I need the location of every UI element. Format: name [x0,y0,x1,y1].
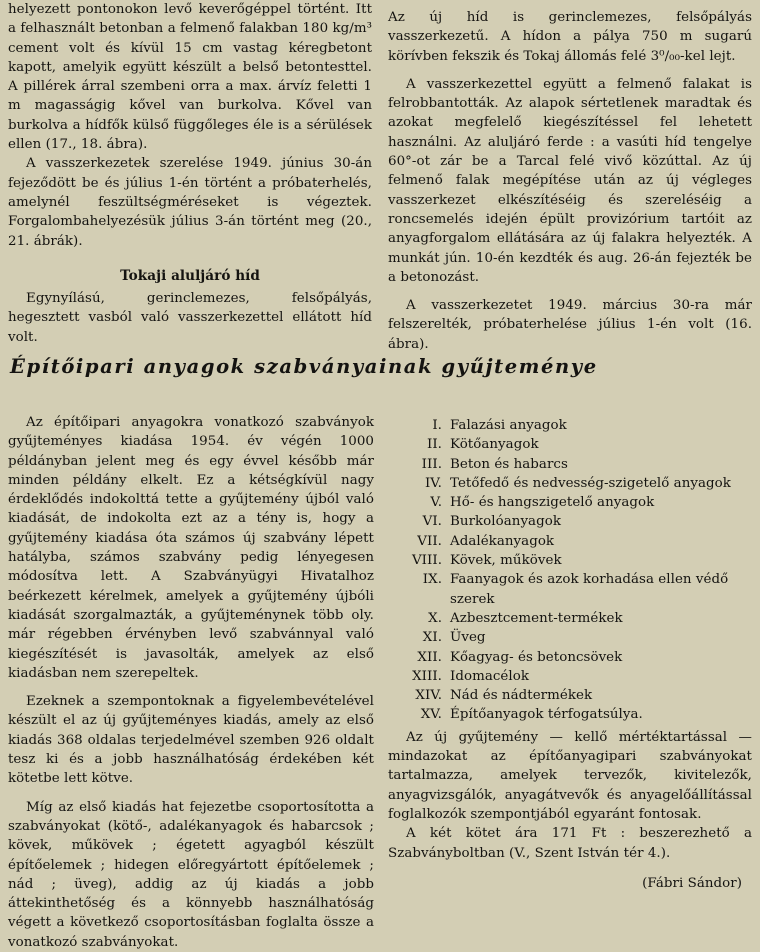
item-label: Tetőfedő és nedvesség-szigetelő anyagok [450,475,731,491]
paragraph: Az új híd is gerinclemezes, felsőpályás vasszerkezetű. A hídon a pálya 750 m sugarú körívben fekszik és Tokaj állomás felé 3⁰/₀₀-kel lejt. [388,10,752,64]
item-label: Azbesztcement-termékek [450,610,623,626]
paragraph: A vasszerkezetet 1949. március 30-ra már felszerelték, próbaterhelése július 1-én volt (16. ábra). [388,298,752,352]
item-label: Üveg [450,630,486,646]
item-label: Burkolóanyagok [450,514,561,530]
item-label: Nád és nádtermékek [450,688,593,704]
item-label: Kőagyag- és betoncsövek [450,649,623,665]
item-label: Adalékanyagok [450,533,555,549]
paragraph: Az új gyűjtemény — kellő mértéktartással — mindazokat az építőanyagipari szabványokat tartalmazza, amelyek tervezők, kivitelezők, anyagvizsgálók, anyagátvevők és anyagelőállítással foglalkozók szempontjából egyaránt fontosak. [388,729,752,822]
list-item [388,532,752,551]
standards-group-list [388,416,752,725]
item-number: XIV. [415,688,442,704]
paragraph: Ezeknek a szempontoknak a figyelembevételével készült el az új gyűjteményes kiadás, amely az első kiadás 368 oldalas terjedelmével szemben 926 oldalt tesz ki és a jobb használhatóság érdekében két kötetbe lett kötve. [8,694,374,787]
subheading: Tokaji aluljáró híd [120,267,260,284]
item-number: III. [421,456,442,472]
list-item [388,512,752,531]
item-number: XII. [417,649,442,665]
article-right-column [388,416,752,893]
item-label: Idomacélok [450,668,529,684]
item-number: IX. [422,572,442,588]
list-item [388,628,752,647]
list-item [388,474,752,493]
item-number: XI. [422,630,442,646]
item-number: X. [428,610,442,626]
item-number: I. [432,418,442,433]
list-item [388,705,752,724]
list-item [388,667,752,686]
list-item [388,686,752,705]
paragraph: helyezett pontonokon levő keverőgéppel történt. Itt a felhasznált betonban a felmenő falakban 180 kg/m³ cement volt és kívül 15 cm vastag kéregbetont kapott, amelyik együtt készült a belső betontesttel. A pillérek árral szembeni orra a max. árvíz feletti 1 m magasságig kővel van burkolva. Kővel van burkolva a hídfők külső függőleges éle is a sérülések ellen (17., 18. ábra). [8,2,372,153]
item-label: Kötőanyagok [450,437,539,453]
item-number: IV. [424,475,442,491]
item-number: V. [430,495,442,511]
list-item [388,609,752,628]
list-item [388,455,752,474]
item-number: II. [427,437,442,453]
paragraph: Míg az első kiadás hat fejezetbe csoportosította a szabványokat (kötő-, adalékanyagok és habarcsok ; kövek, műkövek ; égetett agyagból készült építőelemek ; hidegen előregyártott építőelemek ; nád ; üveg), addig az új kiadás a jobb áttekinthetőség és a könnyebb használhatóság végett a következő csoportosításban foglalta össze a vonatkozó szabványokat. [8,799,374,950]
article-title: Építőipari anyagok szabványainak gyűjteménye [10,355,598,378]
author-signature: (Fábri Sándor) [642,875,742,891]
item-label: Kövek, műkövek [450,553,562,569]
list-item [388,416,752,435]
paragraph: A két kötet ára 171 Ft : beszerezhető a Szabványboltban (V., Szent István tér 4.). [388,826,752,861]
item-number: XV. [420,707,442,723]
item-number: VIII. [411,553,442,569]
item-label: Faanyagok és azok korhadása ellen védő szerek [450,572,729,607]
item-label: Hő- és hangszigetelő anyagok [450,495,655,511]
list-item [388,551,752,570]
top-left-column [8,0,372,347]
paragraph: A vasszerkezettel együtt a felmenő falakat is felrobbantották. Az alapok sértetlenek maradtak és azokat megfelelő kiegészítéssel fel lehetett használni. Az aluljáró ferde : a vasúti híd tengelye 60°-ot zár be a Tarcal felé vivő közúttal. Az új felmenő falak megépítése után az új végleges vasszerkezet elkészítéséig és szereléséig a roncsemelés idején épült provizórium tartóit az anyagforgalom ellátására az új falakra helyezték. A munkát jún. 10-én kezdték és aug. 26-án fejezték be a betonozást. [388,76,752,285]
item-label: Falazási anyagok [450,418,567,433]
paragraph: Az építőipari anyagokra vonatkozó szabványok gyűjteményes kiadása 1954. év végén 1000 példányban jelent meg és egy évvel később már minden példány elkelt. Ez a kétségkívül nagy érdeklődés indokolttá tette a gyűjtemény újból való kiadását, de indokolta ezt az a tény is, hogy a gyűjtemény kiadása óta számos új szabvány lépett hatályba, számos szabvány pedig lényegesen módosítva lett. A Szabványügyi Hivatalhoz beérkezett kérelmek, amelyek a gyűjtemény újbóli kiadását szorgalmazták, a gyűjteménynek több oly. már régebben érvényben levő szabvánnyal való kiegészítését is javasolták, amelyek az első kiadásban nem szerepeltek. [8,415,374,681]
item-number: XIII. [412,668,442,684]
item-label: Beton és habarcs [450,456,568,472]
item-number: VII. [417,533,442,549]
article-left-column [8,413,374,952]
list-item [388,648,752,667]
paragraph: Egynyílású, gerinclemezes, felsőpályás, hegesztett vasból való vasszerkezettel ellátott híd volt. [8,291,372,345]
top-right-column [388,8,752,354]
paragraph: A vasszerkezetek szerelése 1949. június 30-án fejeződött be és július 1-én történt a próbaterhelés, amelynél feszültségméréseket is végeztek. Forgalombahelyezésük július 3-án történt meg (20., 21. ábrák). [8,156,372,249]
list-item [388,493,752,512]
item-number: VI. [422,514,442,530]
item-label: Építőanyagok térfogatsúlya. [450,707,643,723]
list-item [388,570,752,609]
list-item [388,435,752,454]
